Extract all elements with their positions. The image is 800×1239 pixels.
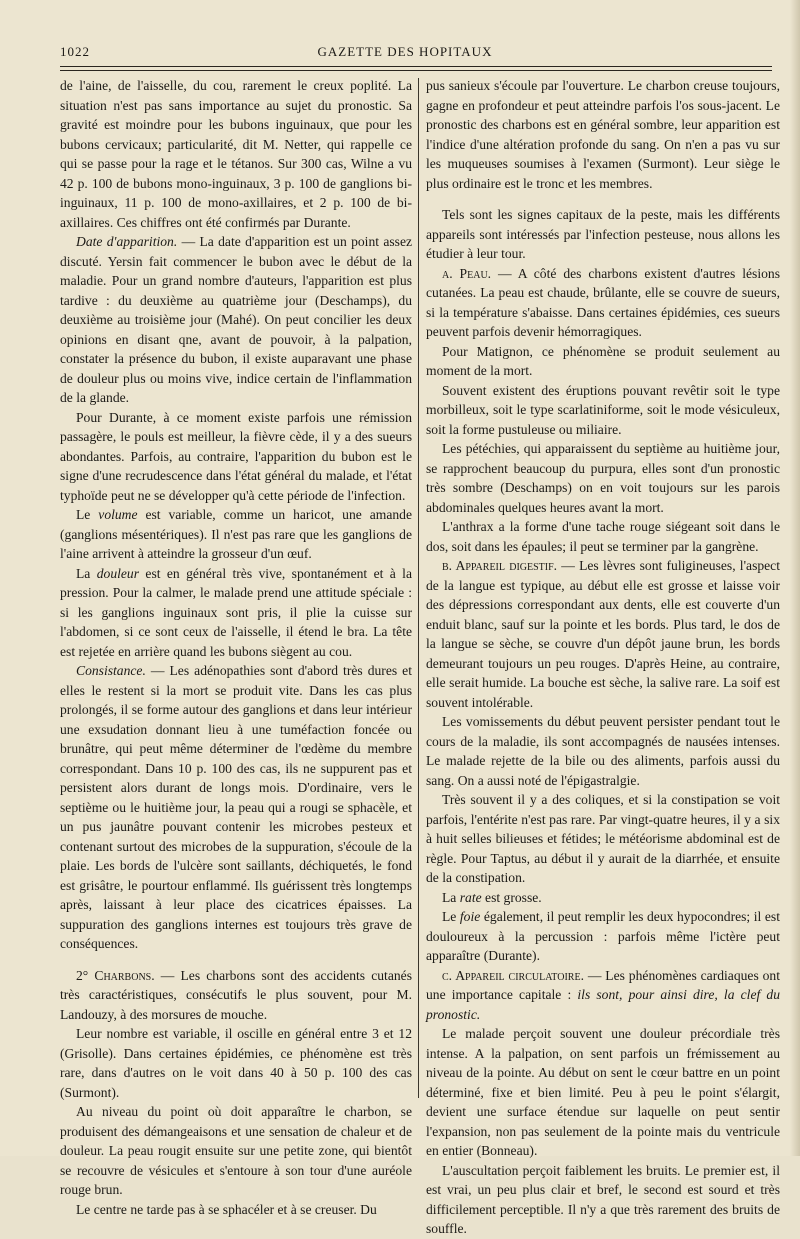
paragraph: Le volume est variable, comme un haricot, une amande (ganglions mésentériques). Il n'est pas rare que les ganglions de l'aine arrivent à atteindre la grosseur d'un œuf. — [60, 507, 412, 561]
paragraph: b. Appareil digestif. — Les lèvres sont fuligineuses, l'aspect de la langue est typique, au début elle est grosse et laisse voir des dépressions correspondant aux dents, elle est couverte d'un enduit blanc, sauf sur la pointe et les bords. Plus tard, le dos de la langue se sèche, se couvre d'un dépôt jaune brun, les bords demeurant toujours un peu rouges. D'après Heine, au contraire, elle serait humide. La bouche est sèche, la salive rare. La soif est souvent intolérable. — [426, 558, 780, 710]
section-term: rate — [459, 889, 482, 905]
paragraph: Date d'apparition. — La date d'apparition est un point assez discuté. Yersin fait commencer le bubon avec le début de la maladie. Pour un grand nombre d'auteurs, l'apparition est plus tardive : du deuxième au quatrième jour (Deschamps), du deuxième au troisième jour (Mahé). On peut concilier les deux opinions en disant qne, avant de pouvoir, à la palpation, constater la présence du bubon, il existe auparavant une phase de douleur plus ou moins vive, indice certain de l'inflammation de la glande. — [60, 234, 413, 405]
journal-title: GAZETTE DES HOPITAUX — [317, 44, 493, 59]
paragraph: Leur nombre est variable, il oscille en général entre 3 et 12 (Grisolle). Dans certaines épidémies, ce phénomène est très rare, dans d'autres on le voit dans 40 à 50 p. 100 des cas (Surmont). — [60, 1026, 412, 1100]
paragraph: L'auscultation perçoit faiblement les bruits. Le premier est, il est vrai, un peu plus clair et bref, le second est sourd et très difficilement perceptible. Il n'y a que très rarement des bruits de souffle. — [426, 1162, 780, 1236]
section-term: volume — [98, 507, 138, 522]
paragraph: La douleur est en général très vive, spontanément et à la pression. Pour la calmer, le malade prend une attitude spéciale : si les ganglions inguinaux sont pris, il plie la cuisse sur l'abdomen, si ce sont ceux de l'aisselle, il étend le bra. La tête est rejetée en arrière quand les bubons siègent au cou. — [60, 565, 412, 659]
right-column — [426, 76, 780, 1239]
header-rule — [60, 66, 772, 71]
quote: ils sont, pour ainsi dire, la clef du pronostic. — [426, 987, 781, 1022]
section-term: Date d'apparition. — [76, 234, 178, 249]
paragraph: L'anthrax a la forme d'une tache rouge siégeant soit dans le dos, soit dans les épaules; il peut se terminer par la gangrène. — [426, 519, 780, 554]
paragraph: Le centre ne tarde pas à se sphacéler et à se creuser. Du — [76, 1201, 377, 1217]
page-header — [60, 44, 750, 64]
paragraph: Souvent existent des éruptions pouvant revêtir soit le type morbilleux, soit le type scarlatiniforme, soit le mode vésiculeux, soit la forme pustuleuse ou miliaire. — [426, 382, 780, 437]
paragraph: Consistance. — Les adénopathies sont d'abord très dures et elles le restent si la mort se produit vite. Dans les cas plus prolongés, il se forme autour des ganglions et dans leur intérieur une exsudation donnant lieu à une tuméfaction foncée ou brunâtre, qui peut même déterminer de l'œdème du membre correspondant. Dans 10 p. 100 des cas, ils ne suppurent pas et persistent alors durant de longs mois. D'ordinaire, vers le septième ou le huitième jour, la peau qui a rougi se sphacèle, et un pus jaunâtre pouvant contenir les microbes pesteux et contenant surtout des microbes de la suppuration, s'écoule de la plaie. Les bords de l'ulcère sont saillants, déchiquetés, le fond est grisâtre, le pourtour enflammé. Ils guérissent très longtemps après, laissant à leur place des cicatrices épaisses. La suppuration des ganglions internes est toujours très grave de conséquences. — [60, 663, 412, 951]
section-term: Consistance. — [76, 663, 146, 678]
paragraph: pus sanieux s'écoule par l'ouverture. Le charbon creuse toujours, gagne en profondeur et peut atteindre parfois l'os sous-jacent. Le pronostic des charbons est en général sombre, leur apparition est l'indice d'une altération profonde du sang. On n'en a pas vu sur les muqueuses soumises à l'examen (Surmont). Leur siège le plus ordinaire est le tronc et les membres. — [426, 78, 780, 191]
paragraph: Au niveau du point où doit apparaître le charbon, se produisent des démangeaisons et une sensation de chaleur et de douleur. La peau rougit ensuite sur une petite zone, qui bientôt se recouvre de vésicules et s'entoure à son tour d'une auréole rouge brun. — [60, 1104, 412, 1197]
paragraph: Tels sont les signes capitaux de la peste, mais les différents appareils sont intéressés par l'infection pesteuse, nous allons les étudier à leur tour. — [426, 207, 780, 261]
paragraph: Pour Matignon, ce phénomène se produit seulement au moment de la mort. — [426, 343, 780, 378]
section-term: douleur — [96, 565, 140, 581]
section-term: a. Peau. — [442, 265, 492, 281]
paragraph: La rate est grosse. — [442, 889, 542, 905]
column-divider — [418, 78, 419, 1098]
paragraph: Très souvent il y a des coliques, et si la constipation se voit parfois, l'entérite n'est pas rare. Par vingt-quatre heures, il y a six à huit selles bilieuses et fétides; le météorisme abdominal est de règle. Pour Taptus, au début il y aurait de la diarrhée, et ensuite de la constipation. — [426, 792, 780, 885]
page-edge-shadow — [790, 0, 800, 1156]
paragraph: de l'aine, de l'aisselle, du cou, rarement le creux poplité. La situation n'est pas sans importance au sujet du pronostic. Sa gravité est moindre pour les bubons inguinaux, que pour les bubons cervicaux; particularité, dit M. Netter, qui rappelle ce qui se passe pour la rage et le tétanos. Sur 300 cas, Wilne a vu 42 p. 100 de bubons mono-inguinaux, 3 p. 100 de ganglions bi-inguinaux, 11 p. 100 de mono-axillaires, et 2 p. 100 de bi-axillaires. Ces chiffres ont été confirmés par Durante. — [60, 78, 412, 230]
paragraph: Les vomissements du début peuvent persister pendant tout le cours de la maladie, ils sont accompagnés de nausées intenses. Le malade rejette de la bile ou des aliments, parfois aussi du sang. On a aussi noté de l'épigastralgie. — [426, 714, 780, 788]
page-number: 1022 — [60, 44, 90, 59]
section-term: c. Appareil circulatoire. — [442, 967, 584, 983]
section-term: foie — [459, 909, 481, 924]
section-term: b. Appareil digestif. — [442, 558, 558, 573]
paragraph: Pour Durante, à ce moment existe parfois une rémission passagère, le pouls est meilleur, la fièvre cède, il y a des sueurs abondantes. Parfois, au contraire, l'apparition du bubon est le signe d'une recrudescence dans l'état général du malade, et l'état typhoïde peut ne se développer qu'à cette période de l'infection. — [60, 409, 412, 503]
paragraph: Le foie également, il peut remplir les deux hypocondres; il est douloureux à la percussion : parfois même l'ictère peut apparaître (Durante). — [426, 909, 780, 963]
paragraph: c. Appareil circulatoire. — Les phénomènes cardiaques ont une importance capitale : ils sont, pour ainsi dire, la clef du pronostic. — [426, 967, 781, 1022]
left-column — [60, 76, 412, 1219]
paragraph: Les pétéchies, qui apparaissent du septième au huitième jour, se rapprochent beaucoup du purpura, elles sont d'un pronostic très sombre (Deschamps) on en voit toujours sur les parois abdominales quelques heures avant la mort. — [426, 441, 780, 515]
section-term: Charbons. — [94, 967, 155, 983]
paragraph: 2° Charbons. — Les charbons sont des accidents cutanés très caractéristiques, consécutifs le plus souvent, pour M. Landouzy, à des morsures de mouche. — [60, 967, 412, 1022]
paragraph: a. Peau. — A côté des charbons existent d'autres lésions cutanées. La peau est chaude, brûlante, elle se couvre de sueurs, si la température s'abaisse. Dans certaines épidémies, ces sueurs peuvent parfois devenir hémorragiques. — [426, 265, 780, 339]
paragraph: Le malade perçoit souvent une douleur précordiale très intense. A la palpation, on sent parfois un frémissement au niveau de la pointe. Au début on sent le cœur battre en un point déterminé, fixe et bien limité. Peu à peu le point s'élargit, devient une surface étendue sur laquelle on peut sentir l'expansion, non pas seulement de la pointe mais du ventricule en entier (Bonneau). — [426, 1026, 780, 1158]
